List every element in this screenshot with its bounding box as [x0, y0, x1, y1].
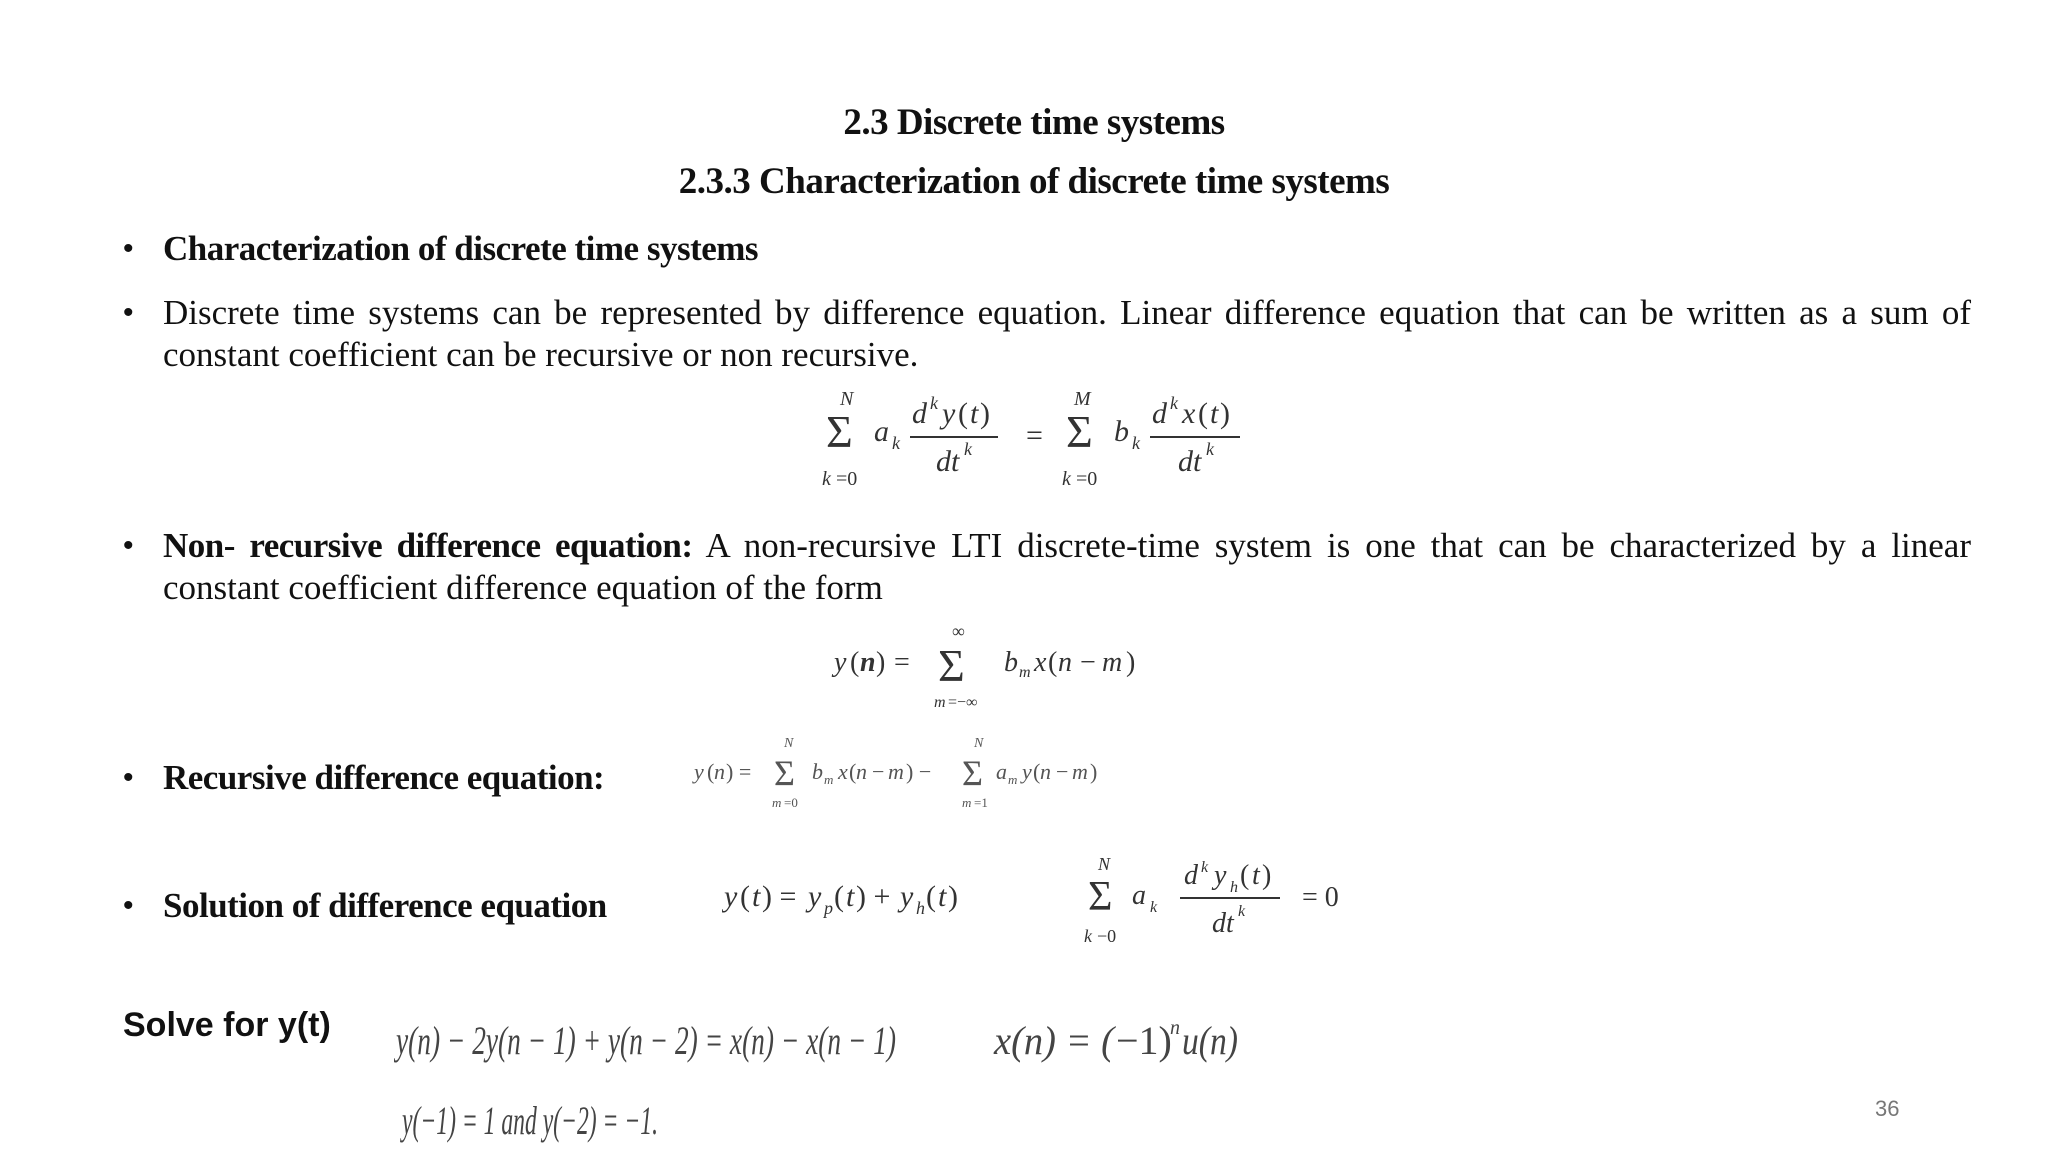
bullet-solution: [123, 885, 1971, 927]
svg-text:(: (: [707, 759, 715, 784]
svg-text:x: x: [1182, 397, 1196, 430]
equation-problem: [394, 1010, 914, 1081]
svg-text:y: y: [942, 397, 956, 430]
svg-text:(: (: [1033, 759, 1041, 784]
equation-initial-conditions: [400, 1090, 670, 1152]
bullet-heading: Recursive difference equation:: [163, 758, 605, 797]
bullet-dot: •: [123, 296, 134, 329]
svg-text:t: t: [1210, 397, 1219, 430]
svg-text:(: (: [958, 397, 968, 430]
svg-text:m: m: [934, 694, 946, 711]
bullet-characterization: [123, 228, 1971, 270]
svg-text:N: N: [840, 388, 854, 410]
svg-text:k: k: [930, 393, 938, 413]
svg-text:y: y: [694, 759, 704, 784]
svg-text:m: m: [888, 759, 904, 784]
svg-text:): ): [1090, 759, 1098, 784]
svg-text:(: (: [740, 880, 750, 913]
page-number: 36: [1875, 1096, 1900, 1121]
svg-text:(: (: [926, 880, 936, 913]
svg-text:b: b: [812, 759, 823, 784]
bullet-description: [123, 292, 1971, 376]
equation-input: [992, 1010, 1212, 1081]
svg-text:b: b: [1004, 647, 1018, 678]
svg-text:k: k: [1170, 393, 1178, 413]
svg-text:m: m: [1019, 664, 1031, 681]
svg-text:Σ: Σ: [1088, 874, 1113, 920]
svg-text:k: k: [892, 433, 900, 453]
slide-subtitle: 2.3.3 Characterization of discrete time systems: [678, 161, 1390, 202]
svg-text:k: k: [964, 439, 972, 459]
svg-text:) −: ) −: [906, 759, 932, 784]
svg-text:=1: =1: [974, 795, 988, 810]
svg-text:a: a: [996, 759, 1007, 784]
svg-text:=−∞: =−∞: [948, 694, 978, 711]
svg-text:) =: ) =: [762, 880, 797, 913]
svg-text:−1): −1): [1116, 1018, 1172, 1063]
svg-text:m: m: [1102, 647, 1123, 678]
equation-solution-sum: [722, 870, 992, 931]
svg-text:n: n: [1170, 1017, 1180, 1039]
bullet-heading: Solution of difference equation: [163, 886, 607, 925]
svg-text:t: t: [1252, 860, 1260, 891]
svg-text:−: −: [1056, 759, 1069, 784]
equation-nonrecursive: [830, 625, 1180, 716]
svg-text:): ): [948, 880, 958, 913]
svg-text:a: a: [1132, 880, 1146, 911]
svg-text:h: h: [1230, 879, 1238, 896]
svg-text:(: (: [1240, 860, 1250, 891]
svg-text:m: m: [962, 795, 972, 810]
svg-text:k: k: [1084, 926, 1092, 946]
svg-text:∞: ∞: [952, 625, 965, 641]
svg-text:= 0: = 0: [1302, 882, 1339, 913]
svg-text:=: =: [894, 647, 910, 678]
svg-text:k: k: [1201, 859, 1209, 876]
svg-text:): ): [876, 647, 886, 678]
svg-text:m: m: [1008, 772, 1018, 787]
svg-text:y(−1) = 1 and y(−2) = −1.: y(−1) = 1 and y(−2) = −1.: [400, 1098, 658, 1143]
svg-text:−: −: [872, 759, 885, 784]
svg-text:t: t: [846, 880, 855, 913]
svg-text:x: x: [838, 759, 848, 784]
svg-text:t: t: [752, 880, 761, 913]
svg-text:): ): [1262, 860, 1272, 891]
svg-text:N: N: [1098, 854, 1111, 874]
svg-text:M: M: [1074, 388, 1091, 410]
svg-text:n: n: [860, 647, 876, 678]
bullet-dot: •: [123, 232, 134, 265]
svg-text:): ): [980, 397, 990, 430]
equation-continuous-form: [818, 385, 1278, 502]
svg-text:y: y: [808, 880, 822, 913]
svg-text:): ): [1220, 397, 1230, 430]
svg-text:y: y: [724, 880, 738, 913]
svg-text:m: m: [772, 795, 782, 810]
svg-text:u(n): u(n): [1182, 1018, 1238, 1063]
svg-text:k: k: [1150, 899, 1158, 916]
svg-text:k: k: [1132, 433, 1140, 453]
svg-text:d: d: [912, 397, 927, 430]
equation-recursive: [692, 733, 1132, 820]
svg-text:n: n: [714, 759, 725, 784]
bullet-heading: Non- recursive difference equation:: [163, 526, 693, 565]
bullet-text: A non-recursive LTI discrete-time system is one that can be characterized by a linear constant coefficient difference equation of the form: [163, 526, 1971, 607]
svg-text:d: d: [1152, 397, 1167, 430]
bullet-dot: •: [123, 889, 134, 922]
svg-text:d: d: [1184, 860, 1198, 891]
bullet-dot: •: [123, 761, 134, 794]
svg-text:=0: =0: [784, 795, 798, 810]
svg-text:Σ: Σ: [826, 406, 853, 457]
svg-text:h: h: [916, 898, 925, 918]
svg-text:y(n) − 2y(n − 1) + y(n − 2) =: y(n) − 2y(n − 1) + y(n − 2) = x(n) − x(n − 1): [394, 1018, 896, 1063]
svg-text:=0: =0: [1076, 468, 1098, 490]
svg-text:k: k: [1206, 439, 1214, 459]
svg-text:(: (: [849, 759, 857, 784]
svg-text:=: =: [1026, 419, 1043, 452]
svg-text:p: p: [824, 898, 833, 918]
bullet-nonrecursive: [123, 525, 1971, 609]
svg-text:dt: dt: [1178, 445, 1202, 478]
svg-text:N: N: [974, 736, 984, 751]
svg-text:m: m: [824, 772, 834, 787]
svg-text:Σ: Σ: [1066, 406, 1093, 457]
svg-text:y: y: [1214, 860, 1227, 891]
svg-text:k: k: [822, 468, 831, 490]
svg-text:(: (: [850, 647, 860, 678]
svg-text:(: (: [1048, 647, 1058, 678]
solve-label: Solve for y(t): [123, 1006, 331, 1044]
svg-text:n: n: [1040, 759, 1051, 784]
svg-text:y: y: [1022, 759, 1032, 784]
svg-text:dt: dt: [1212, 908, 1234, 939]
svg-text:) =: ) =: [726, 759, 752, 784]
svg-text:x: x: [1034, 647, 1047, 678]
svg-text:b: b: [1114, 415, 1129, 448]
svg-text:N: N: [784, 736, 794, 751]
svg-text:=0: =0: [836, 468, 858, 490]
svg-text:(: (: [834, 880, 844, 913]
bullet-body: [163, 525, 1971, 609]
svg-text:k: k: [1238, 903, 1246, 920]
svg-text:−: −: [1080, 647, 1096, 678]
svg-text:(: (: [1198, 397, 1208, 430]
equation-homogeneous: [1080, 852, 1380, 953]
svg-text:): ): [1126, 647, 1136, 678]
bullet-dot: •: [123, 529, 134, 562]
svg-text:Σ: Σ: [962, 753, 983, 793]
svg-text:y: y: [834, 647, 847, 678]
svg-text:a: a: [874, 415, 889, 448]
svg-text:t: t: [970, 397, 979, 430]
slide-title: 2.3 Discrete time systems: [843, 102, 1225, 143]
svg-text:Σ: Σ: [774, 753, 795, 793]
svg-text:dt: dt: [936, 445, 960, 478]
svg-text:−0: −0: [1097, 926, 1117, 946]
svg-text:Σ: Σ: [938, 640, 965, 691]
svg-text:n: n: [1058, 647, 1072, 678]
svg-text:t: t: [938, 880, 947, 913]
equation-input-unit-step: [1182, 1010, 1242, 1081]
svg-text:x(n) = (: x(n) = (: [993, 1018, 1117, 1063]
bullet-text: Discrete time systems can be represented by difference equation. Linear difference equation that can be written as a sum of constant coefficient can be recursive or non recursive.: [163, 293, 1971, 374]
svg-text:) +: ) +: [856, 880, 891, 913]
svg-text:k: k: [1062, 468, 1071, 490]
svg-text:m: m: [1072, 759, 1088, 784]
svg-text:n: n: [856, 759, 867, 784]
svg-text:y: y: [900, 880, 914, 913]
bullet-heading: Characterization of discrete time systems: [163, 229, 759, 268]
